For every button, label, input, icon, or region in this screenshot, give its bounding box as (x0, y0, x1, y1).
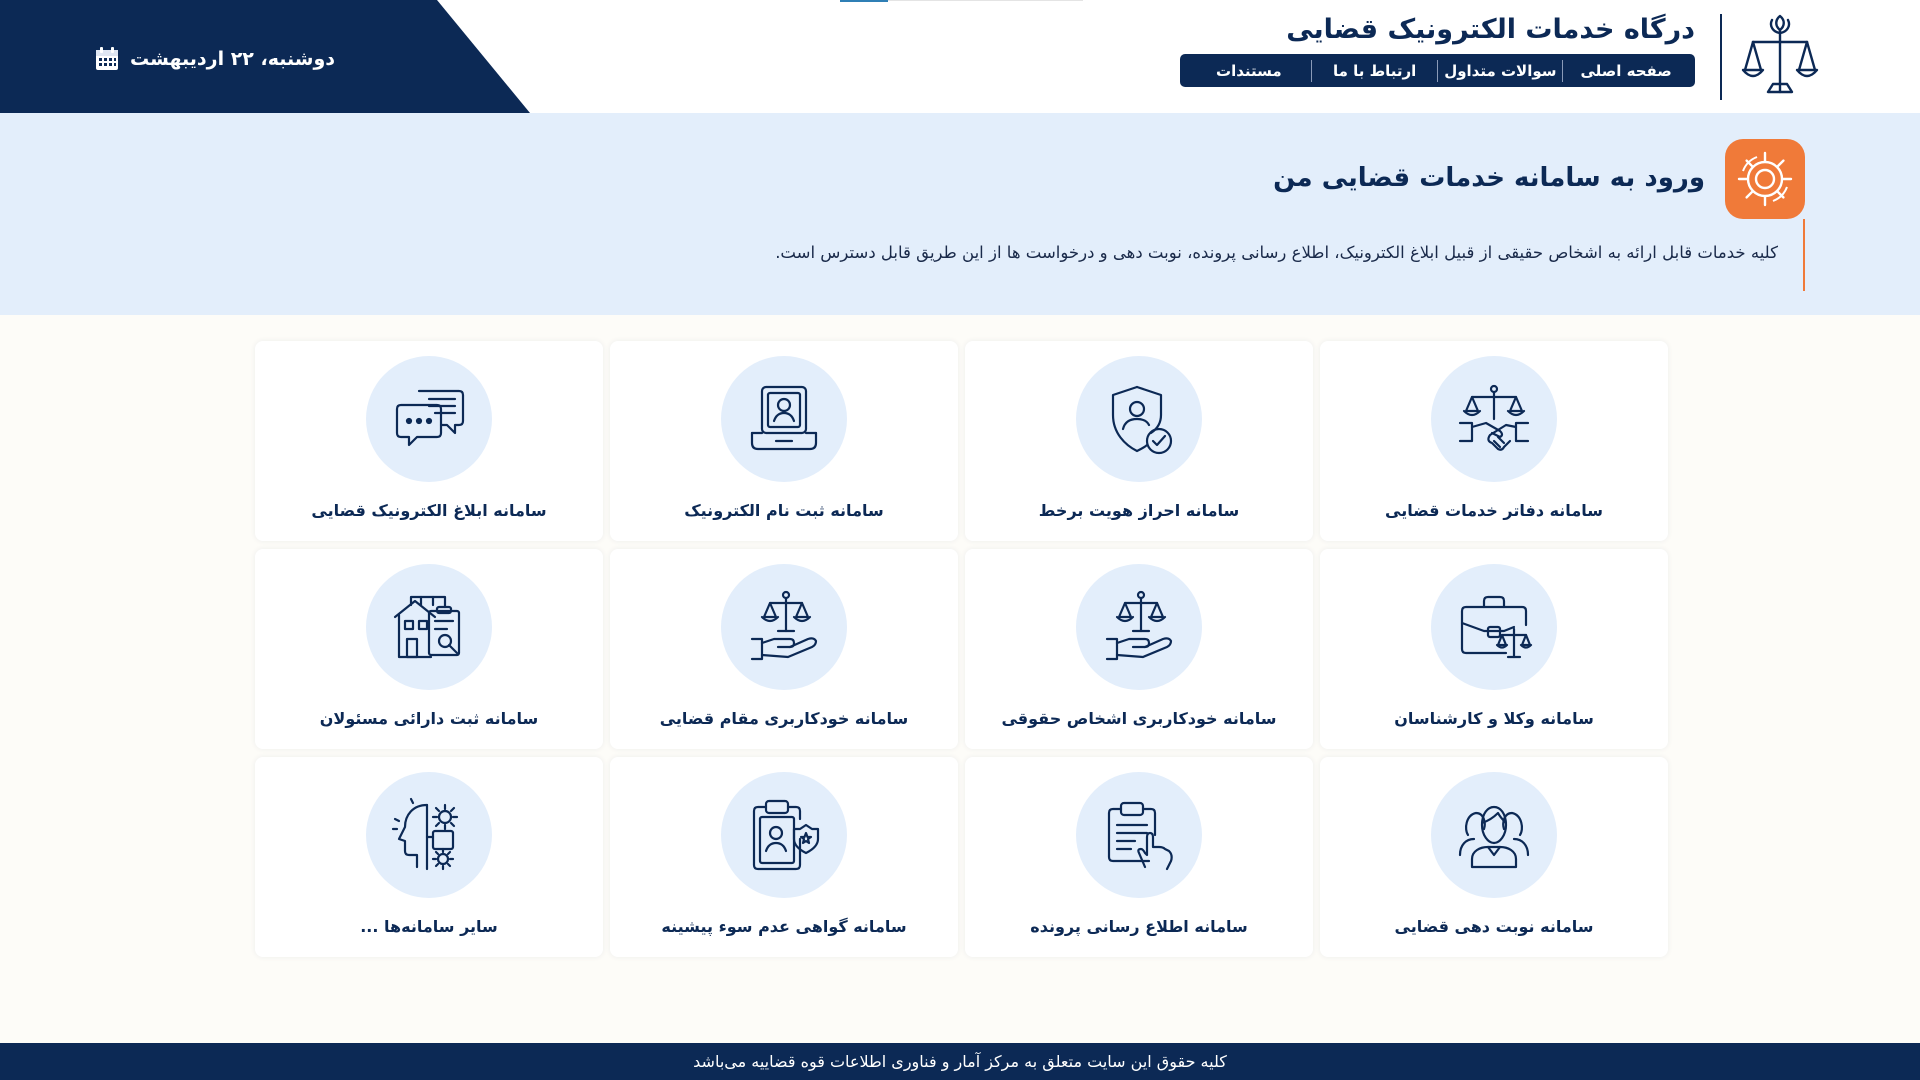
banner-title: ورود به سامانه خدمات قضایی من (1273, 163, 1705, 193)
service-card-officials-assets[interactable] (255, 549, 603, 749)
service-card-label: سایر سامانه‌ها ... (360, 917, 498, 936)
service-card-label: سامانه وکلا و کارشناسان (1394, 709, 1594, 728)
gear-cog-icon[interactable] (1725, 139, 1805, 219)
emblem-divider (1720, 14, 1722, 100)
service-card-e-registration[interactable] (610, 341, 958, 541)
users-group-icon (1431, 772, 1557, 898)
building-clipboard-search-icon (366, 564, 492, 690)
service-card-case-info[interactable] (965, 757, 1313, 957)
service-card-label: سامانه گواهی عدم سوء پیشینه (661, 917, 907, 936)
top-accent-line-light (888, 0, 1083, 1)
hand-scales-judge-icon (721, 564, 847, 690)
nav-contact[interactable]: ارتباط با ما (1312, 62, 1438, 80)
calendar-icon (94, 46, 120, 72)
laptop-user-icon (721, 356, 847, 482)
service-card-judicial-offices[interactable] (1320, 341, 1668, 541)
main-nav (1180, 54, 1695, 87)
head-gears-icon (366, 772, 492, 898)
service-card-judicial-authority[interactable] (610, 549, 958, 749)
service-card-label: سامانه دفاتر خدمات قضایی (1385, 501, 1603, 520)
site-footer (0, 1043, 1920, 1080)
login-banner (0, 113, 1920, 315)
service-card-e-notification[interactable] (255, 341, 603, 541)
service-card-label: سامانه ابلاغ الکترونیک قضایی (311, 501, 547, 520)
nav-docs[interactable]: مستندات (1186, 62, 1312, 80)
top-accent-line (840, 0, 888, 2)
service-card-legal-entities[interactable] (965, 549, 1313, 749)
hand-scales-icon (1076, 564, 1202, 690)
service-card-label: سامانه نوبت دهی قضایی (1394, 917, 1594, 936)
service-card-no-criminal-record[interactable] (610, 757, 958, 957)
service-card-online-identity[interactable] (965, 341, 1313, 541)
nav-home[interactable]: صفحه اصلی (1580, 61, 1672, 80)
scales-handshake-icon (1431, 356, 1557, 482)
clipboard-user-badge-icon (721, 772, 847, 898)
clipboard-pointer-icon (1076, 772, 1202, 898)
service-card-label: سامانه ثبت دارائی مسئولان (319, 709, 539, 728)
judiciary-emblem-icon[interactable] (1735, 12, 1825, 102)
site-header (0, 0, 1920, 113)
service-card-label: سامانه احراز هویت برخط (1038, 501, 1240, 520)
date-display (94, 44, 335, 74)
service-card-other-systems[interactable] (255, 757, 603, 957)
services-grid (254, 341, 1668, 957)
date-text: دوشنبه، ۲۲ اردیبهشت (130, 48, 336, 70)
service-card-lawyers-experts[interactable] (1320, 549, 1668, 749)
banner-description: کلیه خدمات قابل ارائه به اشخاص حقیقی از قبیل ابلاغ الکترونیک، اطلاع رسانی پرونده، نوبت دهی و درخواست ها از این طریق قابل دسترس است. (775, 243, 1778, 262)
briefcase-scales-icon (1431, 564, 1557, 690)
service-card-label: سامانه اطلاع رسانی پرونده (1030, 917, 1248, 936)
banner-accent-line (1803, 219, 1805, 291)
nav-faq[interactable]: سوالات متداول (1438, 62, 1564, 80)
site-title: درگاه خدمات الکترونیک قضایی (1286, 14, 1695, 45)
copyright-text: کلیه حقوق این سایت متعلق به مرکز آمار و فناوری اطلاعات قوه قضاییه می‌باشد (693, 1052, 1227, 1071)
service-card-label: سامانه خودکاربری مقام قضایی (659, 709, 909, 728)
service-card-label: سامانه خودکاربری اشخاص حقوقی (1001, 709, 1277, 728)
service-card-label: سامانه ثبت نام الکترونیک (684, 501, 884, 520)
shield-user-check-icon (1076, 356, 1202, 482)
service-card-appointment[interactable] (1320, 757, 1668, 957)
chat-messages-icon (366, 356, 492, 482)
